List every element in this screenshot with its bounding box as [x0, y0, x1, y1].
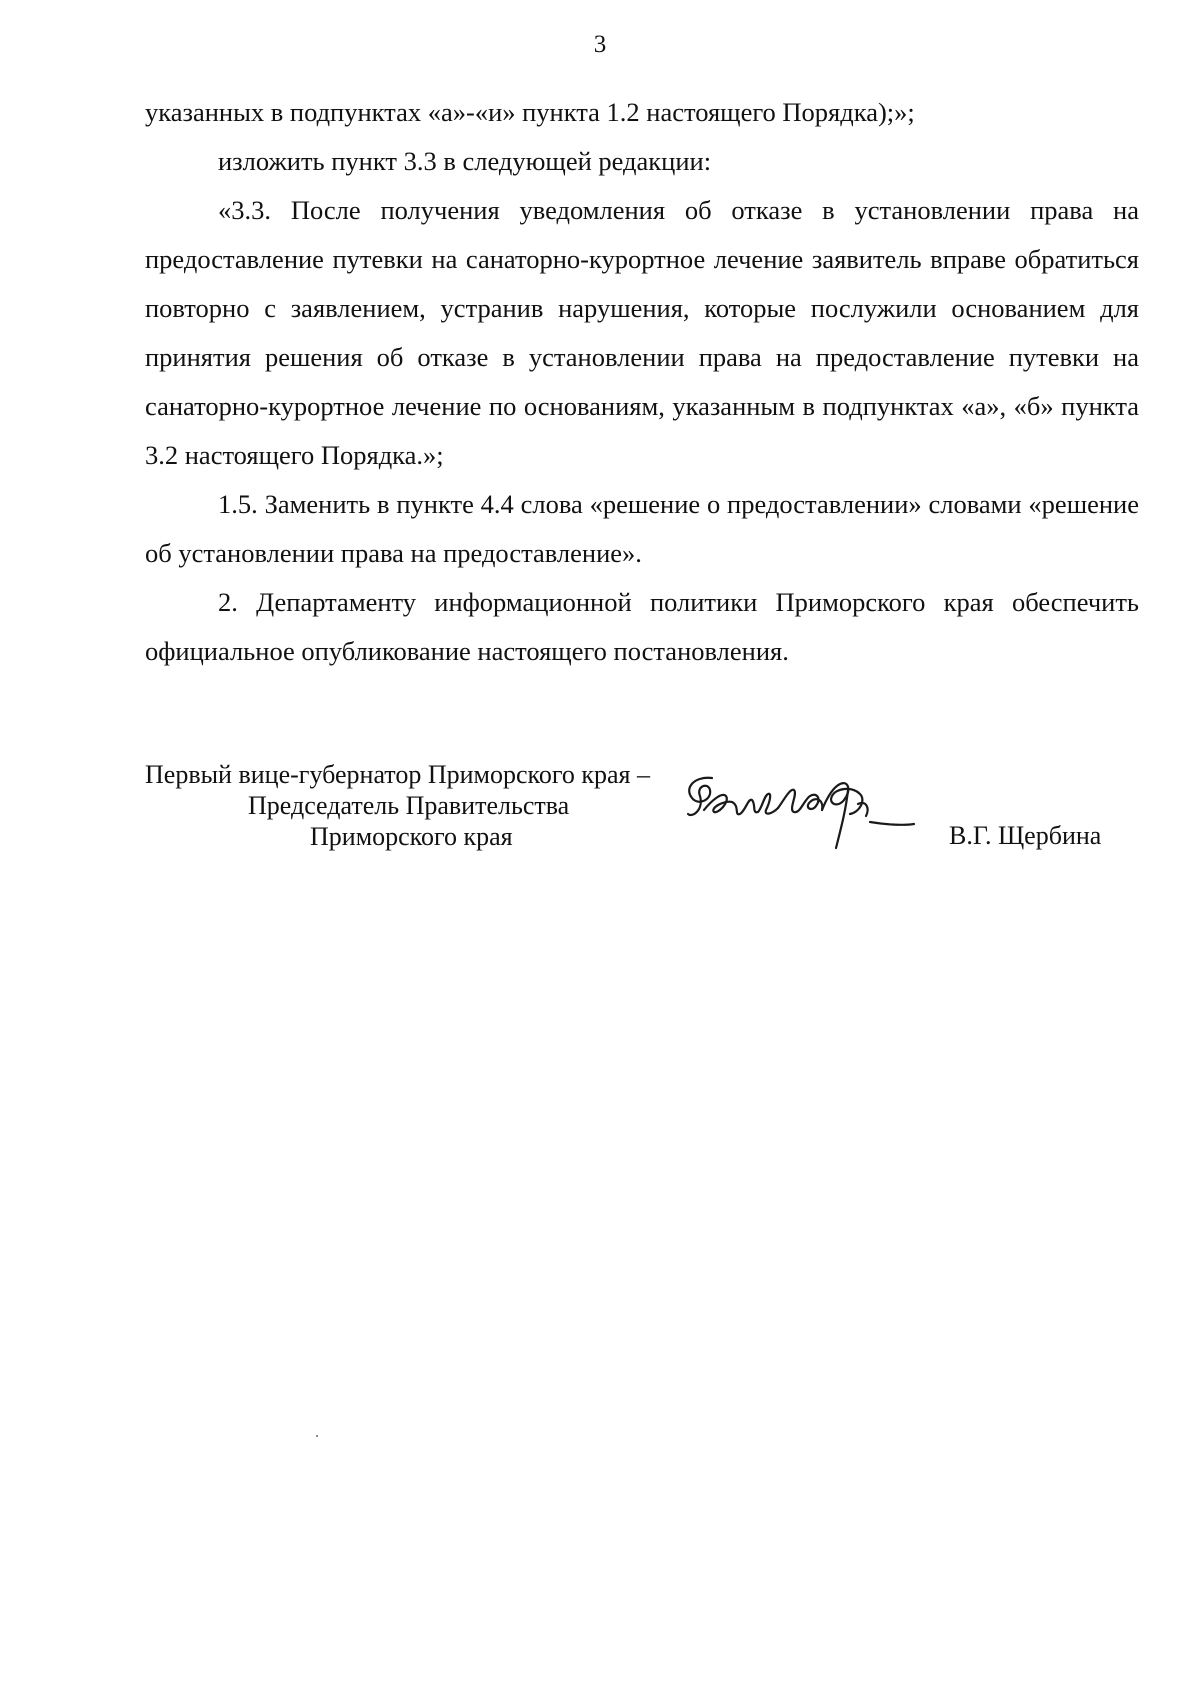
signatory-title [145, 759, 650, 852]
signatory-title-line: Председатель Правительства [248, 791, 570, 820]
signatory-title-line: Первый вице-губернатор Приморского края – [145, 760, 650, 789]
handwritten-signature [682, 770, 932, 870]
paragraph-clause-1-5: 1.5. Заменить в пункте 4.4 слова «решение о предоставлении» словами «решение об установлении права на предоставление». [145, 489, 1139, 568]
signatory-title-line: Приморского края [310, 822, 513, 851]
paragraph-clause-3-3: «3.3. После получения уведомления об отказе в установлении права на предоставление путевки на санаторно-курортное лечение заявитель вправе обратиться повторно с заявлением, устранив нарушения, которые послужили основанием для принятия решения об отказе в установлении права на предоставление путевки на санаторно-курортное лечение по основаниям, указанным в подпунктах «а», «б» пункта 3.2 настоящего Порядка.»; [145, 195, 1139, 470]
document-body [145, 88, 1139, 676]
scan-speck [316, 1435, 318, 1437]
page-number: 3 [593, 31, 607, 58]
paragraph-clause-2: 2. Департаменту информационной политики Приморского края обеспечить официальное опубликование настоящего постановления. [145, 587, 1139, 666]
paragraph-continuation: указанных в подпунктах «а»-«и» пункта 1.2 настоящего Порядка);»; [145, 97, 915, 127]
paragraph-amend-3-3-intro: изложить пункт 3.3 в следующей редакции: [218, 146, 712, 176]
signer-name: В.Г. Щербина [949, 821, 1102, 850]
